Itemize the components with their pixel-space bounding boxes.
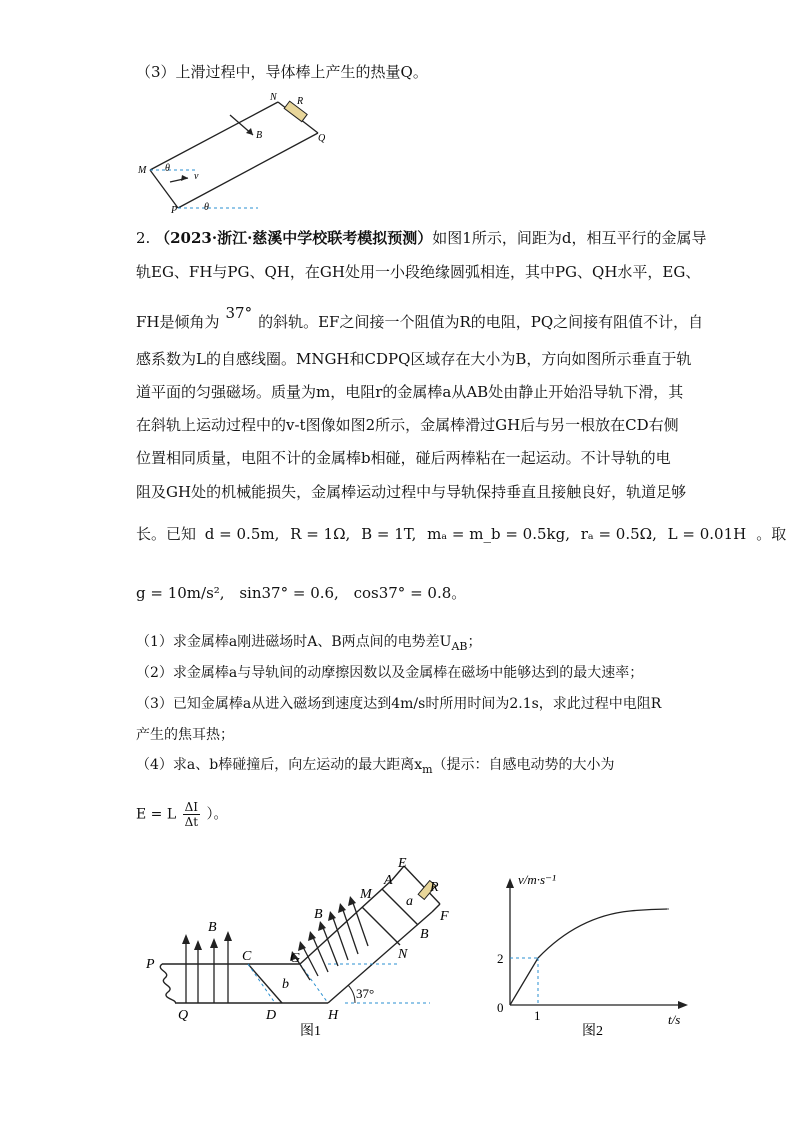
fig-top-label-theta1: θ [165,163,170,174]
question-4: （4）求a、b棒碰撞后，向左运动的最大距离$x_m$（提示：自感电动势的大小为 [136,757,615,776]
fig-top-label-R: R [297,96,304,107]
fig1-label-C: C [242,949,252,964]
question-1: （1）求金属棒a刚进磁场时A、B两点间的电势差$U_{AB}$； [136,634,482,653]
given-B: B = 1T [361,525,412,543]
given-sin: sin37° = 0.6 [239,584,335,602]
fig2-caption: 图2 [582,1024,603,1039]
problem-source: （2023·浙江·慈溪中学校联考模拟预测） [155,229,433,247]
problem-line-7: 位置相同质量，电阻不计的金属棒b相碰，碰后两棒粘在一起运动。不计导轨的电 [136,449,671,467]
fig2-ytick: 2 [497,951,504,966]
problem-line-4: 感系数为L的自感线圈。MNGH和CDPQ区域存在大小为B，方向如图所示垂直于轨 [136,350,692,368]
fig2-ylabel: v/m·s⁻¹ [518,872,556,887]
fig-top-label-Q: Q [318,133,326,144]
problem-line-10: g = 10m/s², sin37° = 0.6, cos37° = 0.8。 [136,584,467,602]
fig1-label-B-rail: B [420,927,429,942]
formula-denominator: Δt [184,815,199,829]
fig1-caption: 图1 [300,1024,321,1039]
fig1-label-G: G [290,951,301,966]
problem-line-2: 轨EG、FH与PG、QH，在GH处用一小段绝缘圆弧相连，其中PG、QH水平，EG、 [136,263,701,281]
fig1-label-F: F [440,909,449,924]
problem-line-3: FH是倾角为 37° 的斜轨。EF之间接一个阻值为R的电阻，PQ之间接有阻值不计，自 [136,304,704,331]
fig1-label-b: b [282,977,289,992]
formula-numerator: ΔI [184,800,199,814]
fig1-label-a: a [406,894,413,909]
fig1-label-P: P [146,957,155,972]
problem-line-9: 长。已知 d = 0.5m, R = 1Ω, B = 1T, mₐ = m_b = 0.5kg, rₐ = 0.5Ω, L = 0.01H 。取 [136,525,787,543]
fig1-label-B-top: B [314,907,323,922]
angle-value: 37° [225,304,253,322]
given-cos: cos37° = 0.8 [353,584,452,602]
problem-line-1: 2. （2023·浙江·慈溪中学校联考模拟预测）如图1所示，间距为d，相互平行的金属导 [136,229,707,247]
question-2: （2）求金属棒a与导轨间的动摩擦因数以及金属棒在磁场中能够达到的最大速率； [136,665,644,681]
inclined-rail-figure [0,88,800,318]
fig-top-label-N: N [270,92,277,103]
problem-line-5: 道平面的匀强磁场。质量为m，电阻r的金属棒a从AB处由静止开始沿导轨下滑，其 [136,383,684,401]
problem-line-8: 阻及GH处的机械能损失，金属棒运动过程中与导轨保持垂直且接触良好，轨道足够 [136,483,687,501]
given-g: g = 10m/s² [136,584,220,602]
fig-top-label-theta2: θ [204,202,209,213]
fig1-label-B-left: B [208,920,217,935]
fig1-label-H: H [328,1008,339,1023]
fig1-label-Q: Q [178,1008,189,1023]
fig1-label-N: N [398,947,408,962]
previous-question-part: （3）上滑过程中，导体棒上产生的热量Q。 [136,63,428,81]
problem-line-6: 在斜轨上运动过程中的v-t图像如图2所示，金属棒滑过GH后与另一根放在CD右侧 [136,416,679,434]
fig-top-label-B: B [256,130,263,141]
fig-top-label-P: P [171,205,178,216]
fig1-label-M: M [360,887,372,902]
given-r: rₐ = 0.5Ω [580,525,653,543]
fig1-label-R: R [430,880,439,895]
given-R: R = 1Ω [290,525,346,543]
problem-number: 2. [136,229,151,247]
given-d: d = 0.5m [204,525,275,543]
figure-2-vt-graph [490,860,690,1060]
question-3b: 产生的焦耳热； [136,727,234,743]
given-m: mₐ = m_b = 0.5kg [427,525,566,543]
fig2-origin: 0 [497,1000,504,1015]
fig1-label-angle: 37° [356,986,375,1001]
fig-top-label-v: v [194,171,199,182]
fig1-label-E: E [398,856,407,871]
fig2-xtick: 1 [534,1008,541,1023]
question-3a: （3）已知金属棒a从进入磁场到速度达到4m/s时所用时间为2.1s，求此过程中电阻R [136,696,662,712]
hint-formula: E = L $\frac{\Delta I}{\Delta t}$ ）。 [136,800,228,829]
given-L: L = 0.01H [667,525,747,543]
fig2-xlabel: t/s [668,1012,681,1027]
fig1-label-D: D [266,1008,277,1023]
fig-top-label-M: M [138,165,147,176]
fig1-label-A: A [384,873,393,888]
